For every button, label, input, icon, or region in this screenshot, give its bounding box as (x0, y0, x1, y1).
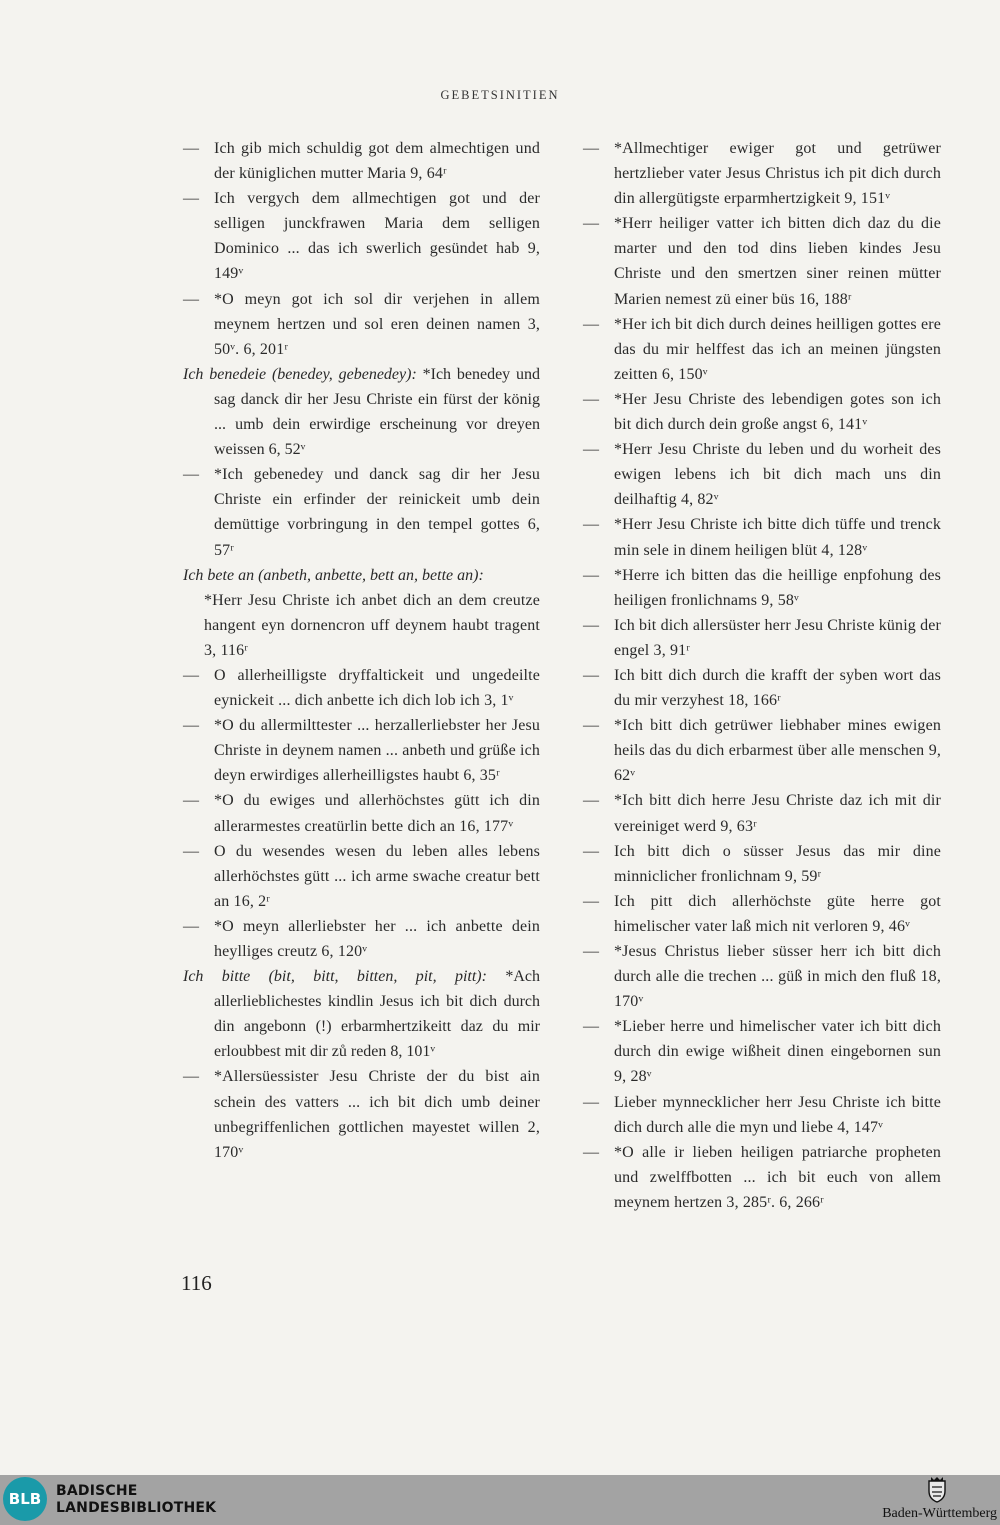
entry-text: Ich gib mich schuldig got dem almechtigen und der küniglichen mutter Maria 9, 64ʳ (214, 140, 540, 183)
entry-dash: — (183, 190, 200, 208)
entry-dash: — (183, 917, 200, 935)
blb-logo-icon[interactable]: BLB (3, 1477, 47, 1521)
entry-dash: — (183, 1068, 200, 1086)
entry (583, 387, 941, 437)
entry (183, 839, 540, 914)
entry (583, 839, 941, 889)
entry-dash: — (583, 842, 600, 860)
entry-dash: — (183, 290, 200, 308)
entry-dash: — (183, 466, 200, 484)
entry-text: O allerheilligste dryffaltickeit und ungedeilte eynickeit ... dich anbette ich dich lob ich 3, 1ᵛ (214, 666, 540, 710)
entry (583, 613, 941, 663)
keyword-heading: Ich benedeie (benedey, gebenedey): (183, 365, 417, 383)
entry-dash: — (583, 441, 600, 459)
entry-dash: — (583, 1093, 600, 1111)
entry-dash: — (183, 666, 200, 684)
entry-dash: — (583, 943, 600, 960)
library-name[interactable] (56, 1483, 216, 1517)
state-label: Baden-Württemberg (882, 1506, 997, 1521)
entry-text: *Her ich bit dich durch deines heilligen gottes ere das du mir helffest das ich an meinen jüngsten zeitten 6, 150ᵛ (614, 315, 941, 383)
entry (183, 462, 540, 562)
entry (583, 136, 941, 211)
entry-dash: — (583, 792, 600, 810)
entry-text: *Ach allerlieblichestes kindlin Jesus ich bit dich durch din angebonn (!) erbarmhertzikeitt daz du mir erloubbest mit dir zů reden 8, 101ᵛ (214, 968, 540, 1061)
state-emblem-icon (927, 1477, 947, 1503)
entry-text: *Ich bitt dich getrüwer liebhaber mines ewigen heils das du dich erbarmest über alle menschen 9, 62ᵛ (614, 717, 941, 785)
entry-dash: — (183, 792, 200, 810)
entry (183, 588, 540, 663)
entry (583, 563, 941, 613)
entry-dash: — (583, 315, 600, 333)
entry-text: O du wesendes wesen du leben alles lebens allerhöchstes gütt ... ich arme swache creatur bett an 16, 2ʳ (214, 842, 540, 910)
entry-dash: — (183, 842, 200, 860)
entry (583, 211, 941, 311)
entry-dash: — (583, 717, 600, 735)
entry (183, 136, 540, 186)
keyword-heading: Ich bitte (bit, bitt, bitten, pit, pitt): (183, 968, 487, 986)
entry (183, 1064, 540, 1164)
left-column (183, 136, 540, 1165)
entry (183, 914, 540, 964)
entry (583, 939, 941, 1014)
library-name-line1: BADISCHE (56, 1483, 138, 1499)
keyword-heading-entry (183, 362, 540, 462)
running-head: GEBETSINITIEN (440, 88, 560, 102)
keyword-heading-entry (183, 964, 540, 1064)
entry-dash: — (583, 616, 600, 634)
entry-text: Ich vergych dem allmechtigen got und der selligen junckfrawen Maria dem selligen Dominico ... das ich swerlich gesündet hab 9, 149ᵛ (214, 190, 540, 283)
entry (183, 186, 540, 286)
entry-text: *Herr Jesu Christe du leben und du worheit des ewigen lebens ich bit dich mach uns din deilhaftig 4, 82ᵛ (614, 441, 941, 509)
page-number: 116 (181, 1271, 212, 1295)
entry (583, 889, 941, 939)
entry-text: Ich bitt dich o süsser Jesus das mir dine minniclicher fronlichnam 9, 59ʳ (614, 842, 941, 885)
entry-dash: — (583, 516, 600, 534)
entry (583, 788, 941, 838)
footer-bar (0, 1475, 1000, 1525)
keyword-heading-entry (183, 563, 540, 588)
entry-text: Lieber mynnecklicher herr Jesu Christe ich bitte dich durch alle die myn und liebe 4, 147ᵛ (614, 1093, 941, 1136)
entry-dash: — (583, 892, 600, 910)
entry-text: *Her Jesu Christe des lebendigen gotes son ich bit dich durch dein große angst 6, 141ᵛ (614, 390, 941, 434)
entry-dash: — (583, 1018, 600, 1036)
entry (183, 287, 540, 362)
entry-text: Ich pitt dich allerhöchste güte herre got himelischer vater laß mich nit verloren 9, 46ᵛ (614, 892, 941, 935)
entry-text: *Lieber herre und himelischer vater ich bitt dich durch din ewige wißheit dinen eingebornen sun 9, 28ᵛ (614, 1018, 941, 1086)
entry (183, 713, 540, 788)
entry (583, 437, 941, 512)
keyword-heading: Ich bete an (anbeth, anbette, bett an, bette an): (183, 566, 484, 584)
entry-text: *Jesus Christus lieber süsser herr ich bitt dich durch alle die trechen ... güß in mich den fluß 18, 170ᵛ (614, 943, 941, 1011)
entry-text: Ich bitt dich durch die krafft der syben wort das du mir verzyhest 18, 166ʳ (614, 666, 941, 710)
entry-dash: — (583, 666, 600, 684)
entry-dash: — (583, 140, 600, 157)
entry-text: *O du allermilttester ... herzallerliebster her Jesu Christe in deynem namen ... anbeth und grüße ich deyn erwirdiges allerheilligstes haubt 6, 35ʳ (214, 717, 540, 785)
entry-text: *O meyn allerliebster her ... ich anbette dein heylliges creutz 6, 120ᵛ (214, 917, 540, 960)
entry (583, 663, 941, 713)
entry-text: *O alle ir lieben heiligen patriarche propheten und zwelffbotten ... ich bit euch von allem meynem hertzen 3, 285ʳ. 6, 266ʳ (614, 1143, 941, 1211)
entry-text: Ich bit dich allersüster herr Jesu Christe künig der engel 3, 91ʳ (614, 616, 941, 659)
entry-dash: — (183, 140, 200, 157)
entry (183, 788, 540, 838)
entry (583, 512, 941, 562)
entry-text: *Ich gebenedey und danck sag dir her Jesu Christe ein erfinder der reinickeit umb dein demüttige vorbringung in den tempel gottes 6, 57ʳ (214, 466, 540, 559)
entry-text: *Ich bitt dich herre Jesu Christe daz ich mit dir vereiniget werd 9, 63ʳ (614, 792, 941, 835)
entry-text: *Herr Jesu Christe ich anbet dich an dem creutze hangent eyn dornencron uff deynem haubt tragent 3, 116ʳ (204, 591, 540, 659)
entry-text: *Herr heiliger vatter ich bitten dich daz du die marter und den tod dins lieben kindes Jesu Christe und den smertzen siner reinen mütter Marien nemest zü einer büs 16, 188ʳ (614, 215, 941, 308)
entry-text: *O meyn got ich sol dir verjehen in allem meynem hertzen und sol eren deinen namen 3, 50ᵛ. 6, 201ʳ (214, 290, 540, 358)
entry-dash: — (183, 717, 200, 735)
entry-text: *Herre ich bitten das die heillige enpfohung des heiligen fronlichnams 9, 58ᵛ (614, 566, 941, 609)
entry (583, 312, 941, 387)
entry-text: *Allmechtiger ewiger got und getrüwer hertzlieber vater Jesus Christus ich pit dich durch din allergütigste erparmhertzigkeit 9, 151ᵛ (614, 140, 941, 208)
entry-text: *O du ewiges und allerhöchstes gütt ich din allerarmestes creatürlin bette dich an 16, 177ᵛ (214, 792, 540, 835)
entry-text: *Allersüessister Jesu Christe der du bist ain schein des vatters ... ich bit dich umb deiner unbegriffenlichen gottlichen mayestet willen 2, 170ᵛ (214, 1068, 540, 1161)
entry-text: *Ich benedey und sag danck dir her Jesu Christe ein fürst der könig ... umb dein erwirdige erscheinung vor dreyen weissen 6, 52ᵛ (214, 365, 540, 459)
entry (583, 713, 941, 788)
entry-text: *Herr Jesu Christe ich bitte dich tüffe und trenck min sele in dinem heiligen blüt 4, 128ᵛ (614, 516, 941, 559)
entry (183, 663, 540, 713)
entry-dash: — (583, 215, 600, 233)
entry-dash: — (583, 1143, 600, 1161)
library-name-line2: LANDESBIBLIOTHEK (56, 1500, 217, 1516)
entry (583, 1090, 941, 1140)
entry (583, 1140, 941, 1215)
entry-dash: — (583, 566, 600, 584)
entry-dash: — (583, 390, 600, 408)
right-column (583, 136, 941, 1215)
entry (583, 1014, 941, 1089)
